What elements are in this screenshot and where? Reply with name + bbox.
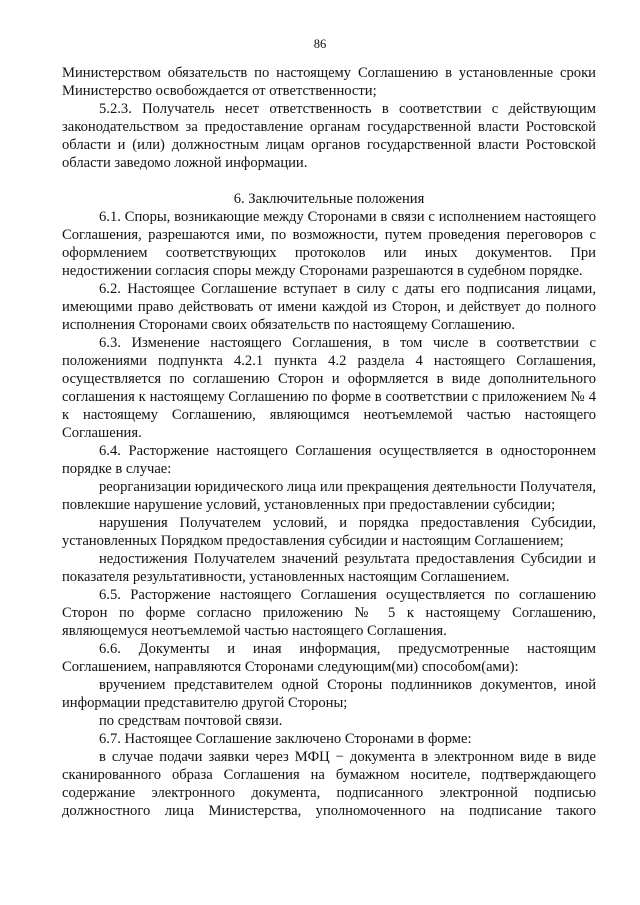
paragraph-6-1: 6.1. Споры, возникающие между Сторонами в связи с исполнением настоящего Соглашения, разрешаются ими, по возможности, путем проведения переговоров с оформлением соответствующих протоколов или иных документов. При недостижении согласия споры между Сторонами разрешаются в судебном порядке. [62,209,596,279]
list-item-postal: по средствам почтовой связи. [99,713,283,729]
paragraph-continuation: Министерством обязательств по настоящему Соглашению в установленные сроки Министерство освобождается от ответственности; [62,65,596,99]
list-item-violation: нарушения Получателем условий, и порядка предоставления Субсидии, установленных Порядком предоставления субсидии и настоящим Соглашением; [62,515,596,549]
paragraph-6-4: 6.4. Расторжение настоящего Соглашения осуществляется в одностороннем порядке в случае: [62,443,596,477]
paragraph-5-2-3: 5.2.3. Получатель несет ответственность в соответствии с действующим законодательством за предоставление органам государственной власти Ростовской области и (или) должностным лицам органов государственной власти Ростовской области заведомо ложной информации. [62,101,596,171]
paragraph-6-7: 6.7. Настоящее Соглашение заключено Сторонами в форме: [99,731,472,747]
document-body [62,64,596,820]
page-number: 86 [313,37,327,51]
list-item-delivery: вручением представителем одной Стороны подлинников документов, иной информации представителю другой Стороны; [62,677,596,711]
paragraph-6-2: 6.2. Настоящее Соглашение вступает в силу с даты его подписания лицами, имеющими право действовать от имени каждой из Сторон, и действует до полного исполнения Сторонами своих обязательств по настоящему Соглашению. [62,281,596,333]
paragraph-6-5: 6.5. Расторжение настоящего Соглашения осуществляется по соглашению Сторон по форме согласно приложению № 5 к настоящему Соглашению, являющемуся неотъемлемой частью настоящего Соглашения. [62,587,596,639]
paragraph-6-6: 6.6. Документы и иная информация, предусмотренные настоящим Соглашением, направляются Сторонами следующим(ми) способом(ами): [62,641,596,675]
list-item-reorganization: реорганизации юридического лица или прекращения деятельности Получателя, повлекшие нарушение условий, установленных при предоставлении субсидии; [62,479,596,513]
list-item-non-achievement: недостижения Получателем значений результата предоставления Субсидии и показателя результативности, установленных настоящим Соглашением. [62,551,596,585]
list-item-mfc: в случае подачи заявки через МФЦ − документа в электронном виде в виде сканированного образа Соглашения на бумажном носителе, подтверждающего содержание электронного документа, подписанного электронной подписью должностного лица Министерства, уполномоченного на подписание такого [62,749,596,819]
paragraph-6-3: 6.3. Изменение настоящего Соглашения, в том числе в соответствии с положениями подпункта 4.2.1 пункта 4.2 раздела 4 настоящего Соглашения, осуществляется по соглашению Сторон и оформляется в виде дополнительного соглашения к настоящему Соглашению по форме в соответствии с приложением № 4 к настоящему Соглашению, являющимся неотъемлемой частью настоящего Соглашения. [62,335,596,441]
section-title: 6. Заключительные положения [233,191,425,207]
